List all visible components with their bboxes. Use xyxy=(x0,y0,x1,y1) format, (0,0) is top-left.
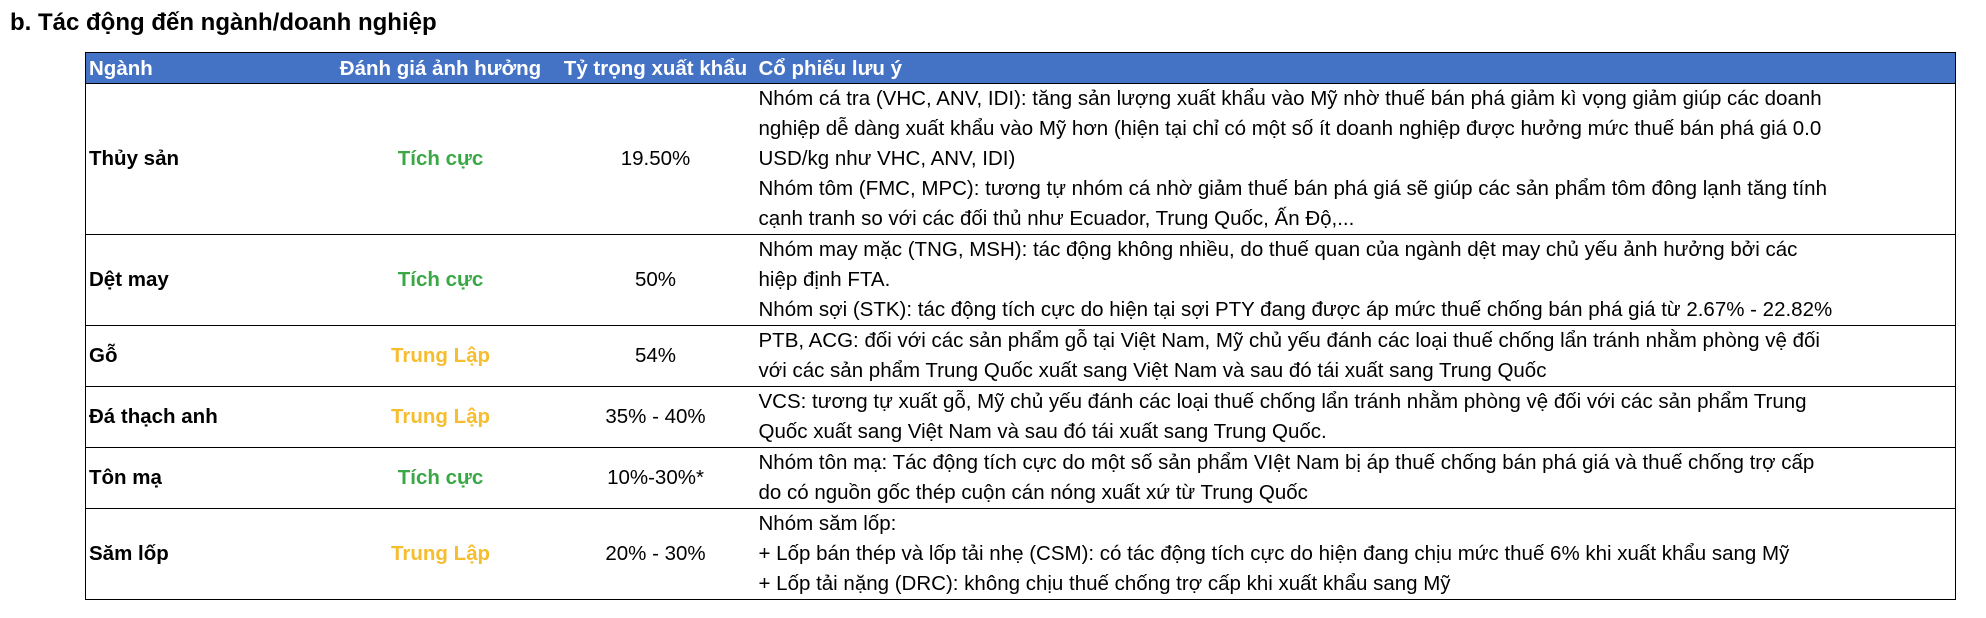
sector-cell: Dệt may xyxy=(86,235,326,326)
export-share-cell: 10%-30%* xyxy=(556,448,756,509)
note-line: với các sản phẩm Trung Quốc xuất sang Việt Nam và sau đó tái xuất sang Trung Quốc xyxy=(758,359,1547,382)
column-header-assessment: Đánh giá ảnh hưởng xyxy=(326,53,556,84)
notes-cell xyxy=(756,235,1956,326)
note-line: + Lốp tải nặng (DRC): không chịu thuế chống trợ cấp khi xuất khẩu sang Mỹ xyxy=(758,572,1451,595)
note-line: Nhóm cá tra (VHC, ANV, IDI): tăng sản lượng xuất khẩu vào Mỹ nhờ thuế bán phá giảm kì vọng giảm giúp các doanh xyxy=(758,87,1822,110)
sector-cell: Tôn mạ xyxy=(86,448,326,509)
table-row xyxy=(86,509,1956,600)
table-header xyxy=(86,53,1956,84)
notes-cell xyxy=(756,509,1956,600)
export-share-cell: 54% xyxy=(556,326,756,387)
note-line: do có nguồn gốc thép cuộn cán nóng xuất xứ từ Trung Quốc xyxy=(758,481,1308,504)
notes-cell xyxy=(756,326,1956,387)
section-heading: b. Tác động đến ngành/doanh nghiệp xyxy=(10,9,437,36)
assessment-cell: Tích cực xyxy=(326,448,556,509)
note-line: Quốc xuất sang Việt Nam và sau đó tái xuất sang Trung Quốc. xyxy=(758,420,1327,443)
export-share-cell: 20% - 30% xyxy=(556,509,756,600)
notes-cell xyxy=(756,448,1956,509)
note-line: + Lốp bán thép và lốp tải nhẹ (CSM): có tác động tích cực do hiện đang chịu mức thuế 6% khi xuất khẩu sang Mỹ xyxy=(758,542,1790,565)
table-row xyxy=(86,84,1956,235)
table-row xyxy=(86,326,1956,387)
assessment-cell: Tích cực xyxy=(326,235,556,326)
note-line: Nhóm tôm (FMC, MPC): tương tự nhóm cá nhờ giảm thuế bán phá giá sẽ giúp các sản phẩm tôm đông lạnh tăng tính xyxy=(758,177,1827,200)
sector-cell: Thủy sản xyxy=(86,84,326,235)
sector-cell: Gỗ xyxy=(86,326,326,387)
note-line: VCS: tương tự xuất gỗ, Mỹ chủ yếu đánh các loại thuế chống lẩn tránh nhằm phòng vệ đối với các sản phẩm Trung xyxy=(758,390,1807,413)
note-line: Nhóm sợi (STK): tác động tích cực do hiện tại sợi PTY đang được áp mức thuế chống bán phá giá từ 2.67% - 22.82% xyxy=(758,298,1833,321)
export-share-cell: 35% - 40% xyxy=(556,387,756,448)
table-header-row xyxy=(86,53,1956,84)
note-line: nghiệp dễ dàng xuất khẩu vào Mỹ hơn (hiện tại chỉ có một số ít doanh nghiệp được hưởng mức thuế bán phá giá 0.0 xyxy=(758,117,1822,140)
notes-cell xyxy=(756,84,1956,235)
assessment-cell: Tích cực xyxy=(326,84,556,235)
note-line: hiệp định FTA. xyxy=(758,268,891,291)
column-header-export-share: Tỷ trọng xuất khẩu xyxy=(556,53,756,84)
note-line: Nhóm tôn mạ: Tác động tích cực do một số sản phẩm VIệt Nam bị áp thuế chống bán phá giá và thuế chống trợ cấp xyxy=(758,451,1815,474)
export-share-cell: 19.50% xyxy=(556,84,756,235)
note-line: Nhóm may mặc (TNG, MSH): tác động không nhiều, do thuế quan của ngành dệt may chủ yếu ảnh hưởng bởi các xyxy=(758,238,1798,261)
note-line: USD/kg như VHC, ANV, IDI) xyxy=(758,147,1016,170)
table-body xyxy=(86,84,1956,600)
sector-cell: Săm lốp xyxy=(86,509,326,600)
assessment-cell: Trung Lập xyxy=(326,326,556,387)
note-line: cạnh tranh so với các đối thủ như Ecuador, Trung Quốc, Ấn Độ,... xyxy=(758,207,1355,230)
column-header-sector: Ngành xyxy=(86,53,326,84)
column-header-notable-stocks: Cổ phiếu lưu ý xyxy=(756,53,1956,84)
sector-cell: Đá thạch anh xyxy=(86,387,326,448)
export-share-cell: 50% xyxy=(556,235,756,326)
assessment-cell: Trung Lập xyxy=(326,387,556,448)
note-line: Nhóm săm lốp: xyxy=(758,512,897,535)
note-line: PTB, ACG: đối với các sản phẩm gỗ tại Việt Nam, Mỹ chủ yếu đánh các loại thuế chống lẩn tránh nhằm phòng vệ đối xyxy=(758,329,1820,352)
table-row xyxy=(86,235,1956,326)
table-row xyxy=(86,448,1956,509)
notes-cell xyxy=(756,387,1956,448)
table-row xyxy=(86,387,1956,448)
assessment-cell: Trung Lập xyxy=(326,509,556,600)
sector-impact-table xyxy=(85,52,1956,600)
